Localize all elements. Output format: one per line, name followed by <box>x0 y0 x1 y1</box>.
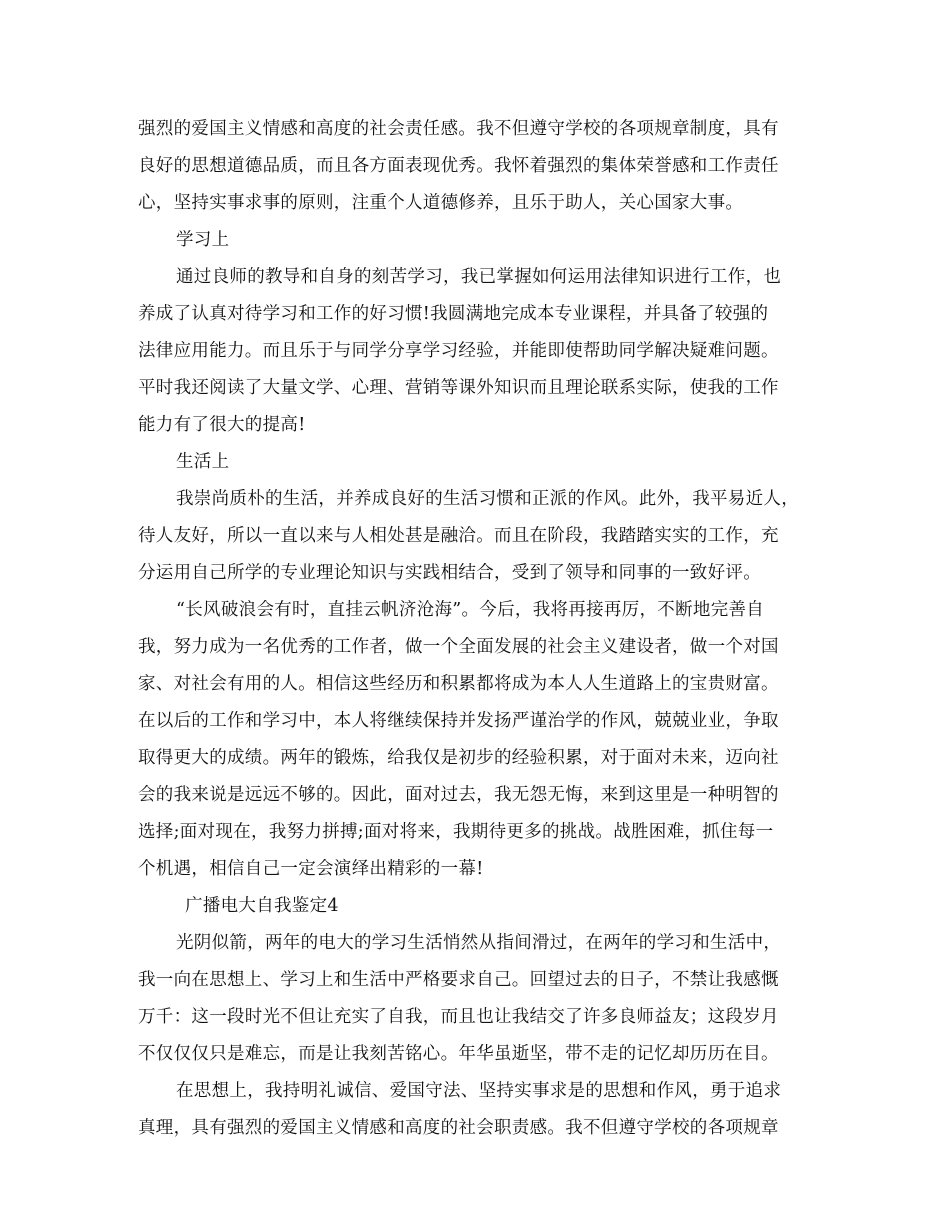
body-text-line: 家、对社会有用的人。相信这些经历和积累都将成为本人人生道路上的宝贵财富。 <box>138 674 779 694</box>
body-text-line: 个机遇，相信自己一定会演绎出精彩的一幕! <box>138 859 484 879</box>
body-text-line: 万千：这一段时光不但让充实了自我，而且也让我结交了许多良师益友；这段岁月 <box>138 1007 779 1027</box>
body-text-line: “长风破浪会有时，直挂云帆济沧海”。今后，我将再接再厉，不断地完善自 <box>176 600 765 620</box>
body-text-line: 在思想上，我持明礼诚信、爱国守法、坚持实事求是的思想和作风，勇于追求 <box>176 1081 782 1101</box>
body-text-line: 通过良师的教导和自身的刻苦学习，我已掌握如何运用法律知识进行工作，也 <box>176 267 782 287</box>
body-text-line: 平时我还阅读了大量文学、心理、营销等课外知识而且理论联系实际，使我的工作 <box>138 378 779 398</box>
body-text-line: 待人友好，所以一直以来与人相处甚是融洽。而且在阶段，我踏踏实实的工作，充 <box>138 526 779 546</box>
section-heading: 生活上 <box>176 452 230 472</box>
body-text-line: 我，努力成为一名优秀的工作者，做一个全面发展的社会主义建设者，做一个对国 <box>138 637 779 657</box>
body-text-line: 我一向在思想上、学习上和生活中严格要求自己。回望过去的日子，不禁让我感慨 <box>138 970 779 990</box>
body-text-line: 养成了认真对待学习和工作的好习惯!我圆满地完成本专业课程，并具备了较强的 <box>138 304 769 324</box>
body-text-line: 取得更大的成绩。两年的锻炼，给我仅是初步的经验积累，对于面对未来，迈向社 <box>138 748 779 768</box>
body-text-line: 真理，具有强烈的爱国主义情感和高度的社会职责感。我不但遵守学校的各项规章 <box>138 1118 779 1138</box>
section-title: 广播电大自我鉴定4 <box>185 896 339 916</box>
body-text-line: 强烈的爱国主义情感和高度的社会责任感。我不但遵守学校的各项规章制度，具有 <box>138 119 779 139</box>
body-text-line: 心，坚持实事求事的原则，注重个人道德修养，且乐于助人，关心国家大事。 <box>138 193 744 213</box>
body-text-line: 能力有了很大的提高! <box>138 415 306 435</box>
body-text-line: 法律应用能力。而且乐于与同学分享学习经验，并能即使帮助同学解决疑难问题。 <box>138 341 779 361</box>
body-text-line: 会的我来说是远远不够的。因此，面对过去，我无怨无悔，来到这里是一种明智的 <box>138 785 779 805</box>
body-text-line: 良好的思想道德品质，而且各方面表现优秀。我怀着强烈的集体荣誉感和工作责任 <box>138 156 779 176</box>
body-text-line: 光阴似箭，两年的电大的学习生活悄然从指间滑过，在两年的学习和生活中， <box>176 933 782 953</box>
body-text-line: 我崇尚质朴的生活，并养成良好的生活习惯和正派的作风。此外，我平易近人， <box>176 489 799 509</box>
body-text-line: 在以后的工作和学习中，本人将继续保持并发扬严谨治学的作风，兢兢业业，争取 <box>138 711 779 731</box>
body-text-line: 选择;面对现在，我努力拼搏;面对将来，我期待更多的挑战。战胜困难，抓住每一 <box>138 822 774 842</box>
body-text-line: 不仅仅仅只是难忘，而是让我刻苦铭心。年华虽逝坚，带不走的记忆却历历在目。 <box>138 1044 779 1064</box>
body-text-line: 分运用自己所学的专业理论知识与实践相结合，受到了领导和同事的一致好评。 <box>138 563 761 583</box>
section-heading: 学习上 <box>176 230 230 250</box>
